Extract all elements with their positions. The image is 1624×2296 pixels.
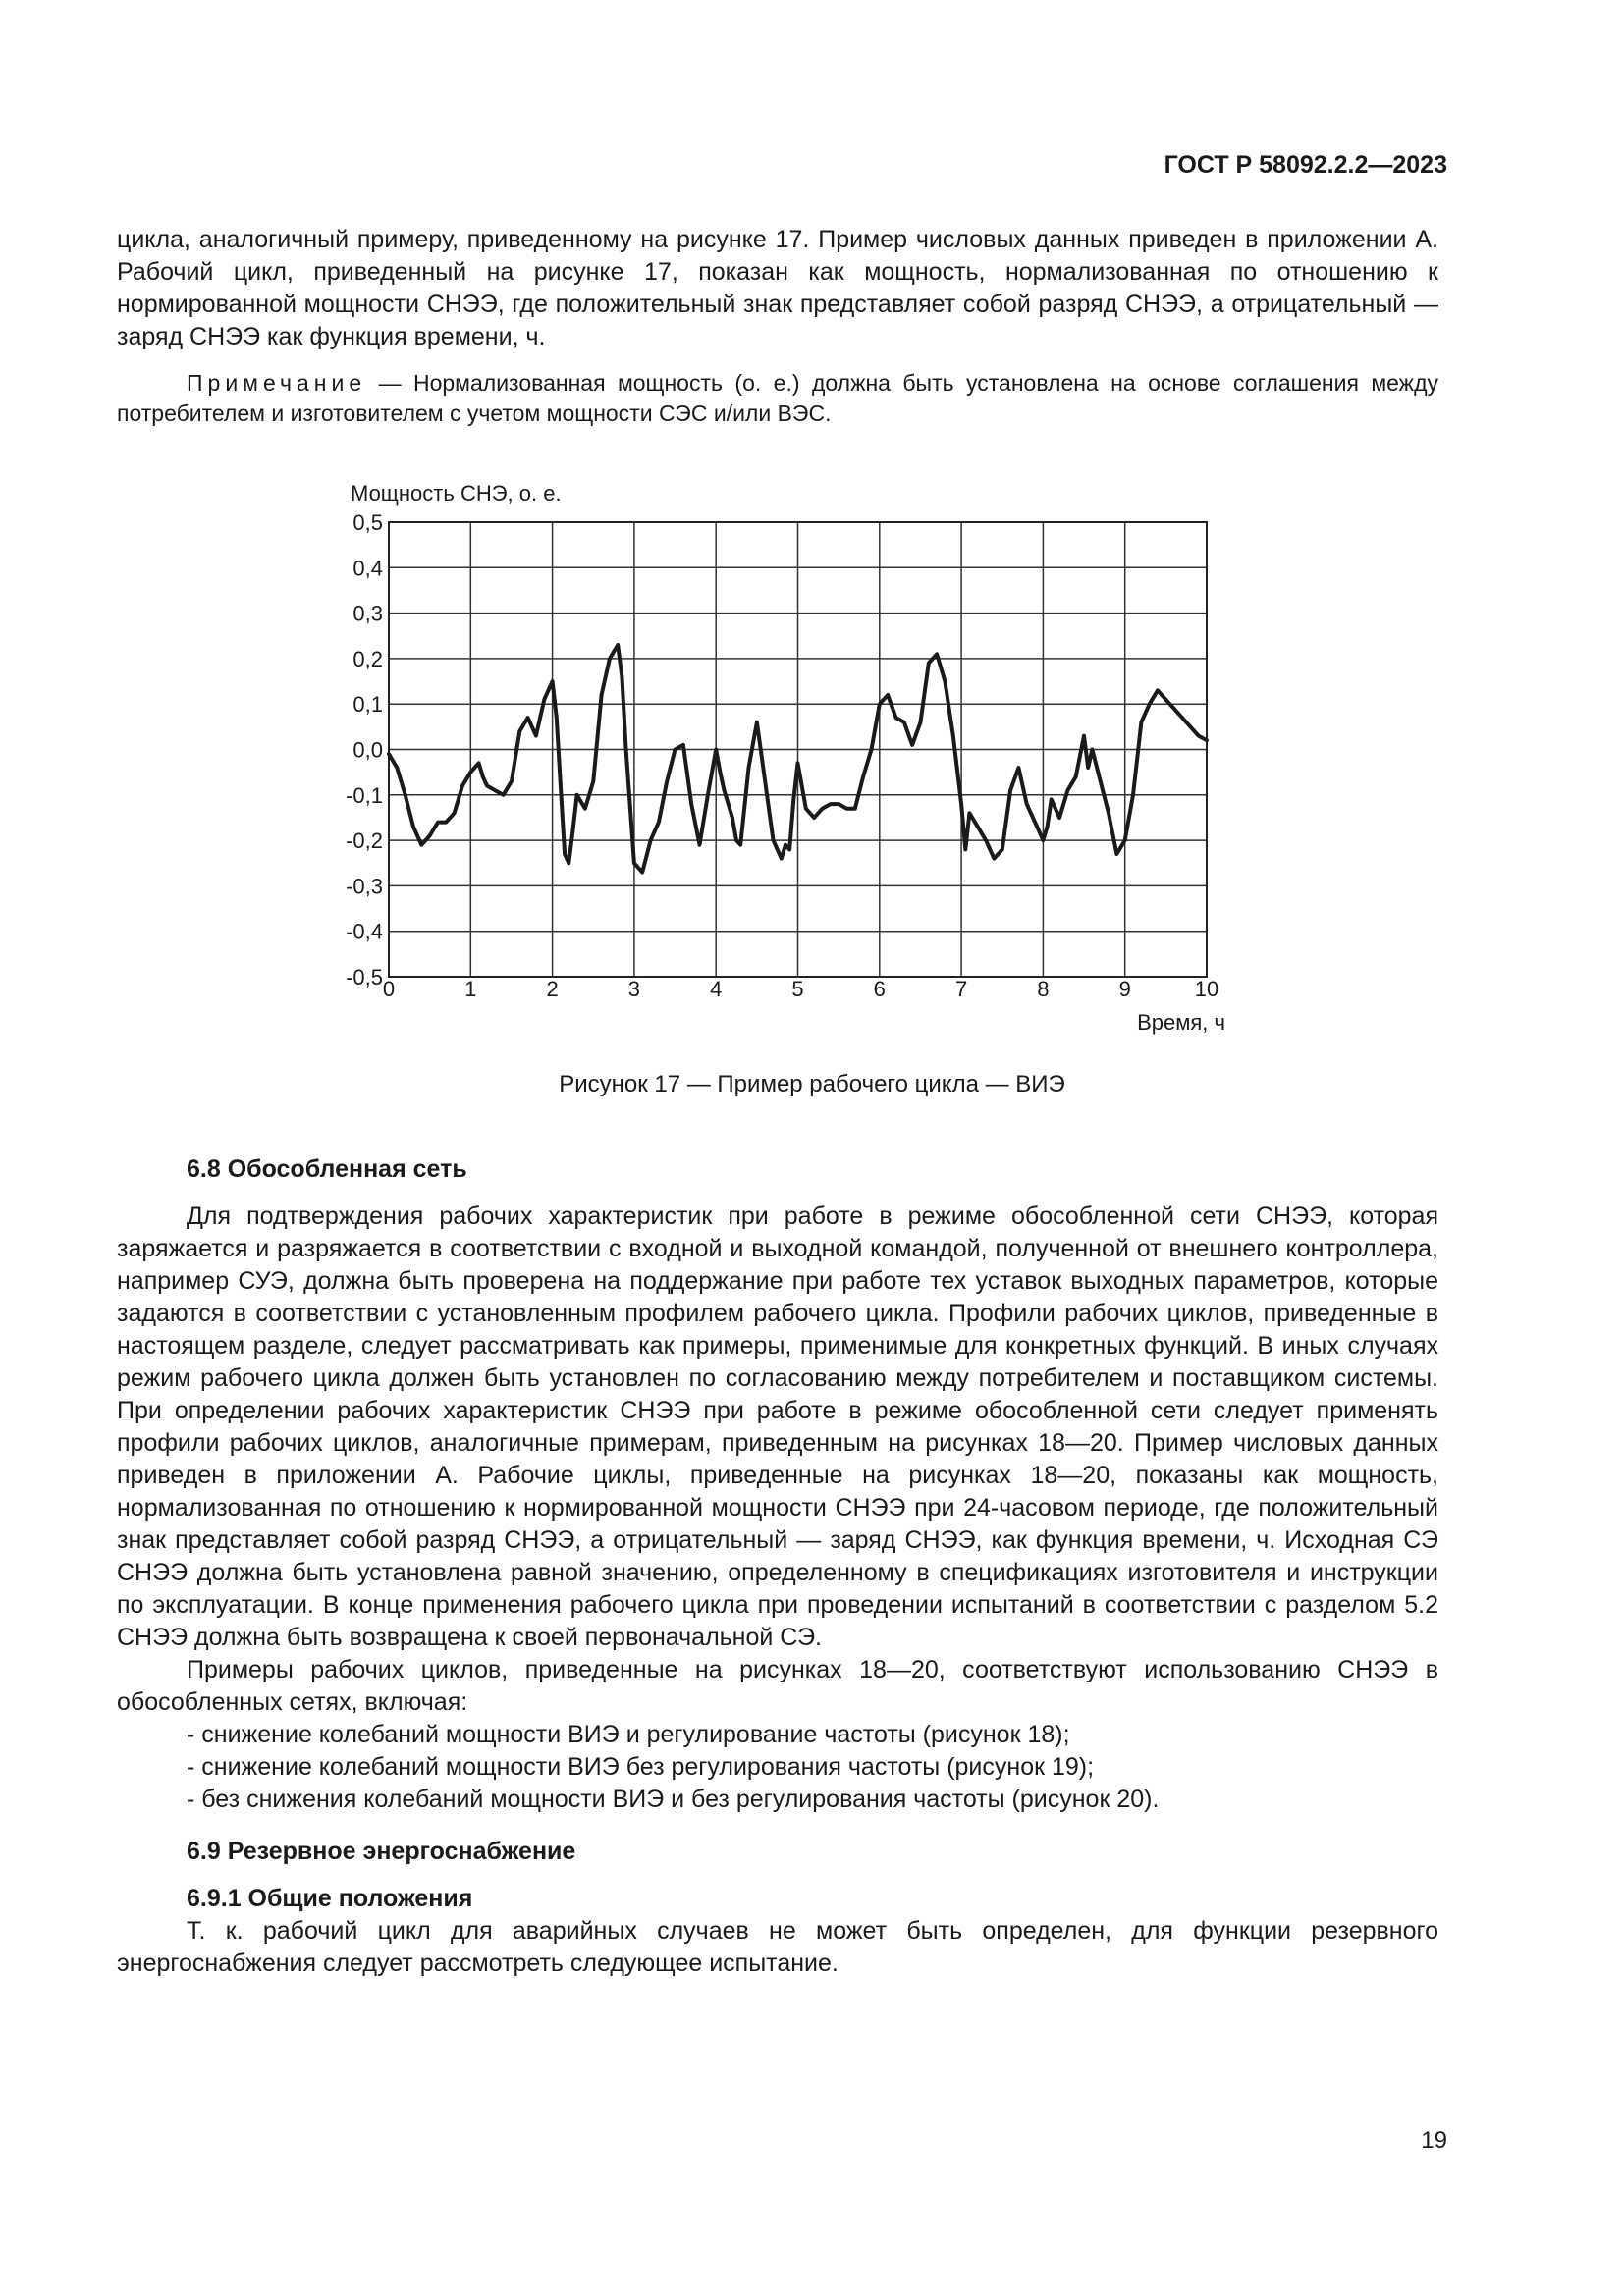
note-label: Примечание: [187, 370, 367, 396]
x-tick-label: 3: [627, 977, 641, 1001]
section-6-8: [117, 1153, 1438, 1980]
section-6-9-title: 6.9 Резервное энергоснабжение: [187, 1838, 576, 1865]
x-tick-labels: [383, 977, 1218, 1001]
x-tick-label: 10: [1194, 977, 1219, 1001]
figure-17-chart: [0, 471, 1624, 1119]
y-tick-label: -0,5: [346, 965, 383, 989]
section-6-8-paragraph-2: Примеры рабочих циклов, приведенные на рисунках 18—20, соответствуют использованию СНЭЭ в обособленных сетях, включая:: [117, 1656, 1438, 1716]
y-tick-label: -0,2: [346, 828, 383, 854]
note: [117, 368, 1438, 429]
x-axis-label: Время, ч: [1137, 1010, 1225, 1035]
y-tick-label: 0,3: [352, 601, 383, 626]
section-6-9-1-paragraph: Т. к. рабочий цикл для аварийных случаев не может быть определен, для функции резервного энергоснабжения следует рассмотреть следующее испытание.: [117, 1917, 1438, 1977]
figure-caption: Рисунок 17 — Пример рабочего цикла — ВИЭ: [559, 1071, 1065, 1097]
page-number: 19: [1421, 2127, 1447, 2154]
list-item: - без снижения колебаний мощности ВИЭ и без регулирования частоты (рисунок 20).: [187, 1786, 1160, 1813]
y-tick-label: -0,4: [346, 919, 383, 944]
x-tick-label: 7: [954, 977, 968, 1001]
x-tick-label: 9: [1118, 977, 1131, 1001]
list-item: - снижение колебаний мощности ВИЭ без регулирования частоты (рисунок 19);: [187, 1753, 1095, 1781]
y-tick-label: 0,0: [352, 737, 383, 763]
x-tick-label: 2: [546, 977, 559, 1001]
document-code: ГОСТ Р 58092.2.2—2023: [1164, 151, 1447, 179]
y-axis-label: Мощность СНЭ, о. е.: [351, 481, 562, 506]
x-tick-label: 1: [464, 977, 477, 1001]
y-tick-label: 0,1: [352, 692, 383, 718]
y-tick-label: -0,3: [346, 874, 383, 899]
y-tick-labels: [346, 510, 383, 989]
section-6-9-1-title: 6.9.1 Общие положения: [187, 1885, 473, 1912]
intro-paragraph: цикла, аналогичный примеру, приведенному на рисунке 17. Пример числовых данных приведен в приложении А. Рабочий цикл, приведенный на рисунке 17, показан как мощность, нормализованная по отношению к нормированной мощности СНЭЭ, где положительный знак представляет собой разряд СНЭЭ, а отрицательный — заряд СНЭЭ как функция времени, ч.: [117, 226, 1438, 350]
x-tick-label: 4: [710, 977, 723, 1001]
x-tick-label: 6: [873, 977, 886, 1001]
x-tick-label: 5: [791, 977, 804, 1001]
list-item: - снижение колебаний мощности ВИЭ и регулирование частоты (рисунок 18);: [187, 1721, 1070, 1748]
x-tick-label: 0: [382, 977, 396, 1001]
y-tick-label: 0,4: [352, 556, 383, 581]
section-6-8-title: 6.8 Обособленная сеть: [187, 1155, 467, 1183]
x-tick-label: 8: [1037, 977, 1050, 1001]
y-tick-label: -0,1: [346, 782, 383, 808]
y-tick-label: 0,5: [352, 510, 383, 535]
note-text: — Нормализованная мощность (о. е.) должна быть установлена на основе соглашения между потребителем и изготовителем с учетом мощности СЭС и/или ВЭС.: [117, 370, 1438, 426]
intro-block: [117, 224, 1438, 452]
section-6-8-paragraph-1: Для подтверждения рабочих характеристик при работе в режиме обособленной сети СНЭЭ, которая заряжается и разряжается в соответствии с входной и выходной командой, полученной от внешнего контроллера, например СУЭ, должна быть проверена на поддержание при работе тех уставок выходных параметров, которые задаются в соответствии с установленным профилем рабочего цикла. Профили рабочих циклов, приведенные в настоящем разделе, следует рассматривать как примеры, применимые для конкретных функций. В иных случаях режим рабочего цикла должен быть установлен по согласованию между потребителем и поставщиком системы. При определении рабочих характеристик СНЭЭ при работе в режиме обособленной сети следует применять профили рабочих циклов, аналогичные примерам, приведенным на рисунках 18—20. Пример числовых данных приведен в приложении А. Рабочие циклы, приведенные на рисунках 18—20, показаны как мощность, нормализованная по отношению к нормированной мощности СНЭЭ при 24-часовом периоде, где положительный знак представляет собой разряд СНЭЭ, а отрицательный — заряд СНЭЭ, как функция времени, ч. Исходная СЭ СНЭЭ должна быть установлена равной значению, определенному в спецификациях изготовителя и инструкции по эксплуатации. В конце применения рабочего цикла при проведении испытаний в соответствии с разделом 5.2 СНЭЭ должна быть возвращена к своей первоначальной СЭ.: [117, 1202, 1438, 1651]
y-tick-label: 0,2: [352, 646, 383, 671]
